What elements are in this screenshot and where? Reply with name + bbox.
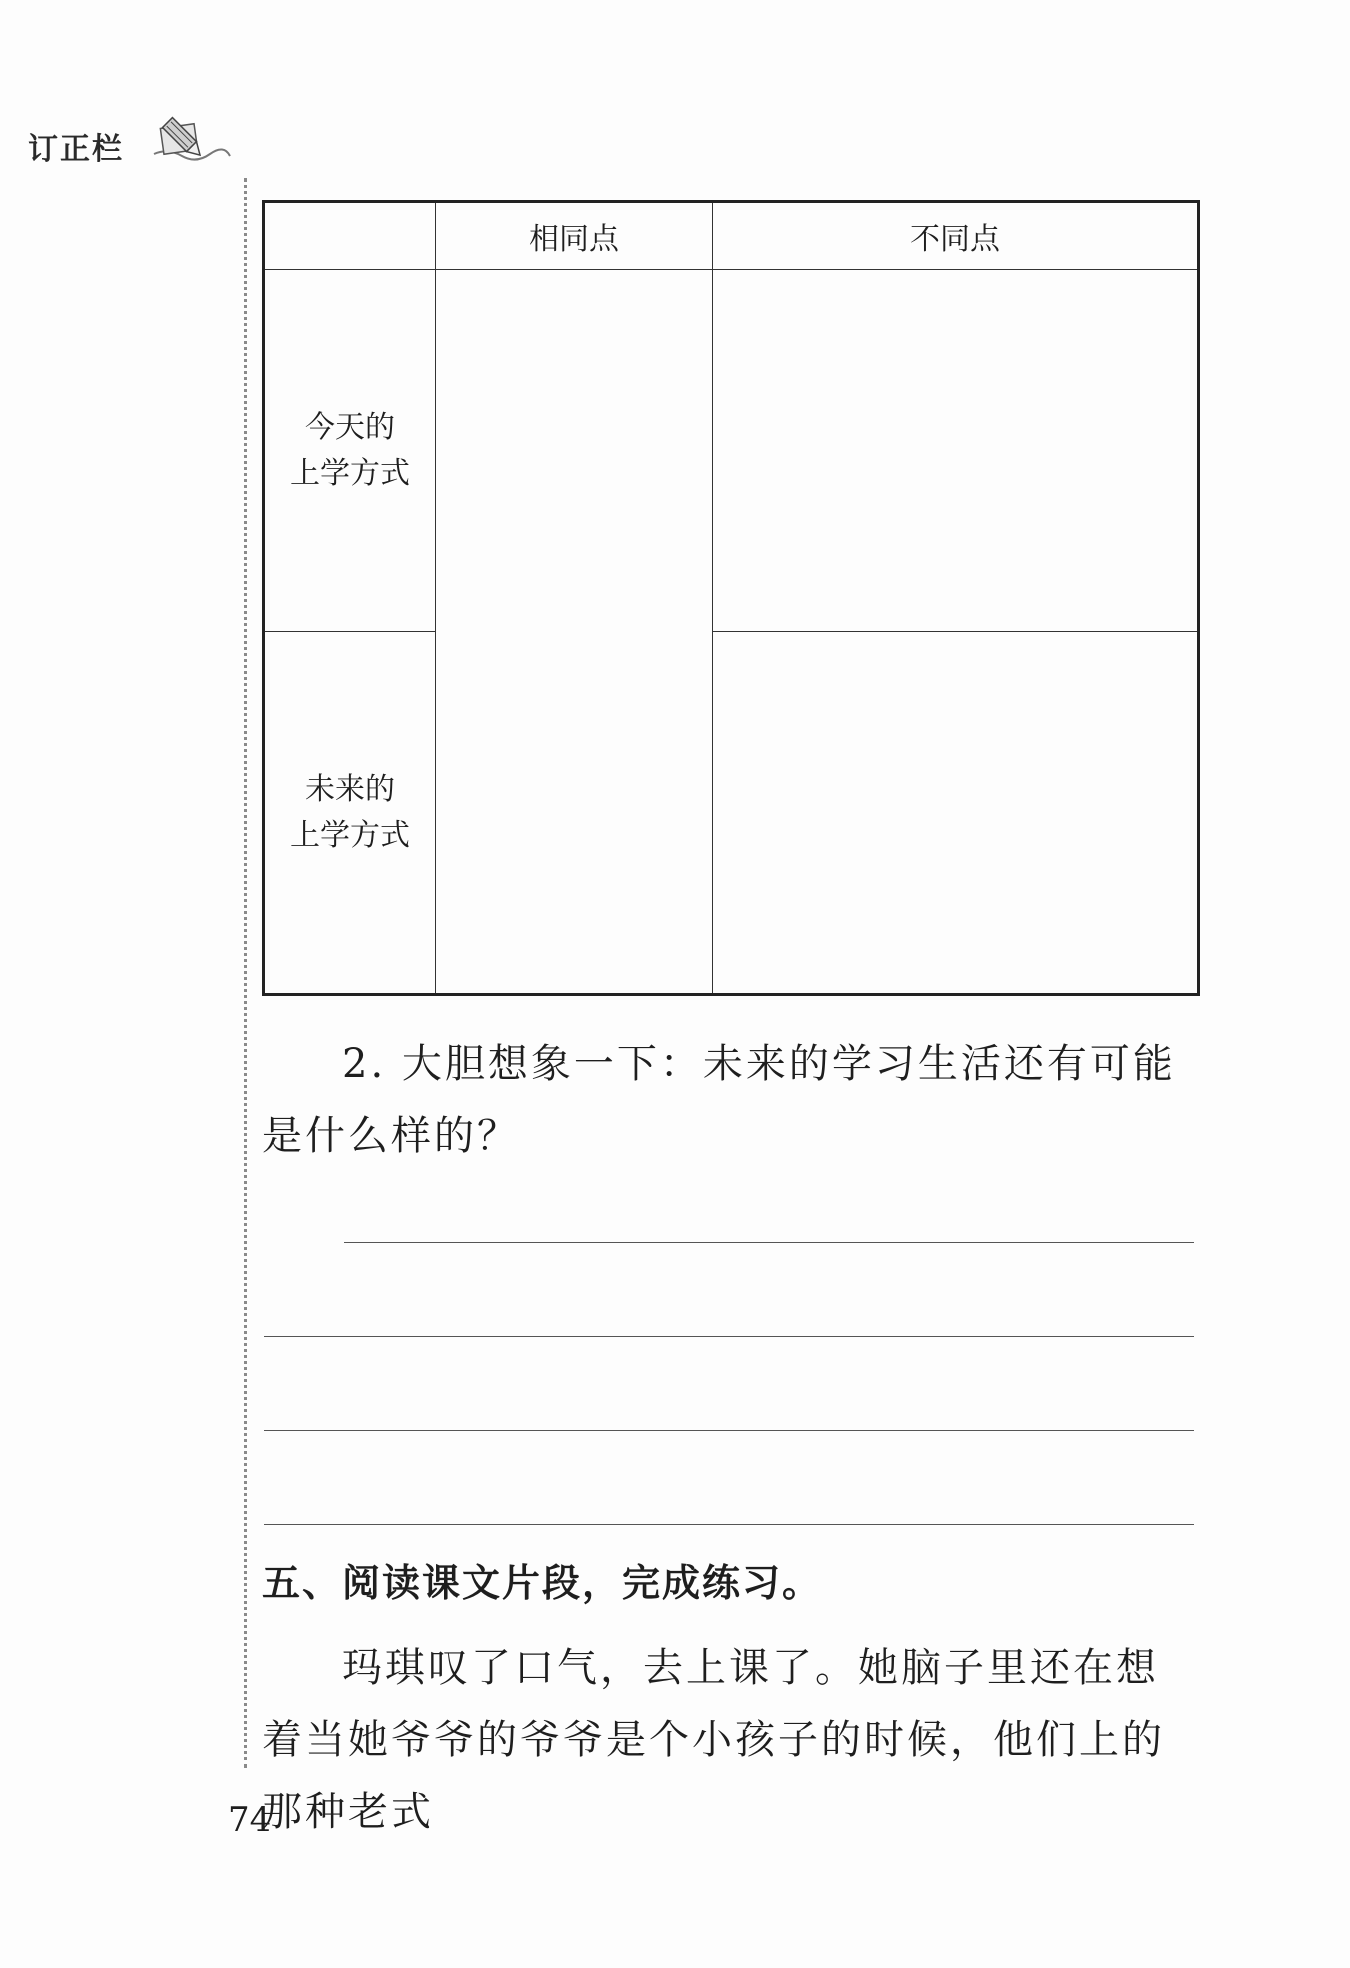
answer-line-3[interactable] [264,1430,1194,1431]
row-label-future-line1: 未来的 [305,771,395,807]
page-number: 74 [228,1800,272,1840]
answer-line-2[interactable] [264,1336,1194,1337]
margin-dotted-divider [244,178,247,1768]
header-cell-empty [264,202,436,270]
differences-future-answer-cell[interactable] [713,632,1199,995]
header-cell-differences: 不同点 [713,202,1199,270]
question-2-text: 2. 大胆想象一下：未来的学习生活还有可能是什么样的？ [262,1041,1176,1159]
row-label-future [264,632,436,995]
table-row-future [264,632,1199,995]
header-cell-similarities: 相同点 [436,202,713,270]
comparison-table [262,200,1200,996]
answer-line-4[interactable] [264,1524,1194,1525]
answer-line-1[interactable] [344,1242,1194,1243]
reading-passage: 玛琪叹了口气，去上课了。她脑子里还在想着当她爷爷的爷爷是个小孩子的时候，他们上的那种老式 [262,1645,1165,1835]
similarities-answer-cell[interactable] [436,270,713,995]
row-label-today-line2: 上学方式 [290,455,410,491]
table-row-today [264,270,1199,632]
row-label-future-line2: 上学方式 [290,817,410,853]
differences-today-answer-cell[interactable] [713,270,1199,632]
row-label-today [264,270,436,632]
correction-column-label: 订正栏 [28,132,124,167]
table-header-row [264,202,1199,270]
row-label-today-line1: 今天的 [305,409,395,445]
pencil-icon [148,108,232,164]
section-5-heading: 五、阅读课文片段，完成练习。 [262,1561,823,1605]
